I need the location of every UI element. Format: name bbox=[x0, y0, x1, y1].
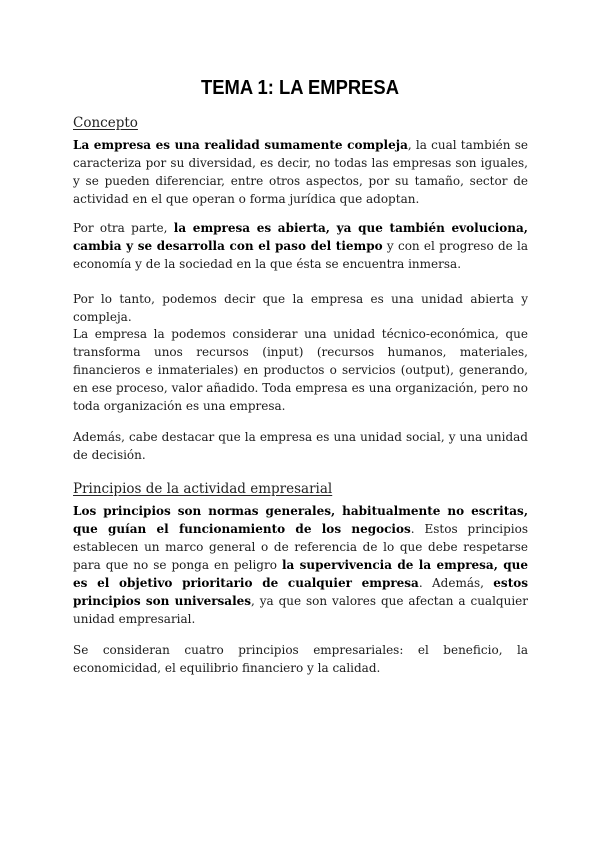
text-run: , ya que son valores que afectan a cualquier unidad empresarial. bbox=[73, 594, 529, 626]
text-run: . Estos principios establecen un marco general o de referencia de lo que debe respetarse para que no se ponga en peligro bbox=[73, 522, 528, 572]
paragraph bbox=[73, 219, 528, 273]
text-run: Por otra parte, bbox=[73, 221, 174, 235]
text-run: Además, cabe destacar que la empresa es una unidad social, y una unidad de decisión. bbox=[73, 430, 528, 462]
paragraph bbox=[73, 502, 528, 628]
text-run: , la cual también se caracteriza por su diversidad, es decir, no todas las empresas son iguales, y se pueden diferenciar, entre otros aspectos, por su tamaño, sector de actividad en el que operan o forma jurídica que adoptan. bbox=[73, 138, 528, 206]
bold-text: la supervivencia de la empresa, que es el objetivo prioritario de cualquier empresa bbox=[73, 558, 528, 590]
paragraph bbox=[73, 325, 528, 415]
paragraph bbox=[73, 290, 528, 326]
paragraph bbox=[73, 641, 528, 677]
bold-text: Los principios son normas generales, habitualmente no escritas, que guían el funcionamiento de los negocios bbox=[73, 504, 528, 536]
page-title: TEMA 1: LA EMPRESA bbox=[200, 77, 399, 99]
bold-text: estos principios son universales bbox=[73, 576, 528, 608]
text-run: . Además, bbox=[418, 576, 494, 590]
text-run: Se consideran cuatro principios empresariales: el beneficio, la economicidad, el equilibrio financiero y la calidad. bbox=[73, 643, 528, 675]
paragraph bbox=[73, 428, 528, 464]
section-heading-concepto: Concepto bbox=[73, 115, 138, 131]
text-run: y con el progreso de la economía y de la sociedad en la que ésta se encuentra inmersa. bbox=[73, 239, 528, 271]
section-heading-principios: Principios de la actividad empresarial bbox=[73, 481, 333, 497]
bold-text: La empresa es una realidad sumamente compleja bbox=[73, 138, 408, 152]
paragraph bbox=[73, 136, 528, 208]
text-run: La empresa la podemos considerar una unidad técnico-económica, que transforma unos recursos (input) (recursos humanos, materiales, financieros e inmateriales) en productos o servicios (output), generando, en ese proceso, valor añadido. Toda empresa es una organización, pero no toda organización es una empresa. bbox=[73, 327, 528, 413]
bold-text: la empresa es abierta, ya que también evoluciona, cambia y se desarrolla con el paso del tiempo bbox=[73, 221, 528, 253]
text-run: Por lo tanto, podemos decir que la empresa es una unidad abierta y compleja. bbox=[73, 292, 528, 324]
